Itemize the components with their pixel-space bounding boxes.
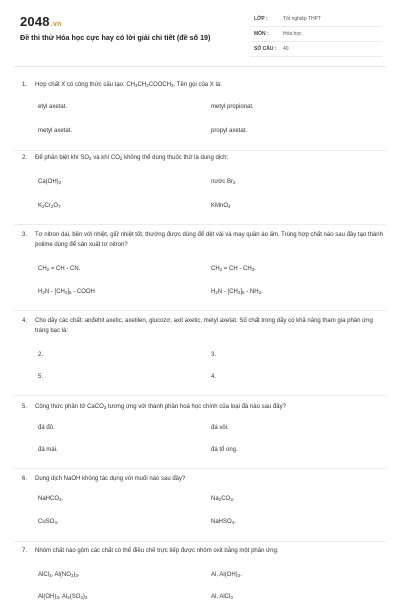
question-number: 1. [22, 82, 28, 88]
question-divider [14, 541, 386, 542]
question-divider [14, 224, 386, 225]
option-c[interactable]: $H_2N - [CH_2]_5$ - COOH [38, 289, 95, 295]
question-number: 3. [22, 232, 28, 238]
question-6 [14, 474, 386, 546]
site-logo[interactable] [20, 14, 61, 29]
question-2 [14, 153, 386, 225]
meta-value: 40 [283, 46, 289, 52]
meta-row-subject [250, 27, 382, 42]
option-a[interactable]: etyl axetat. [38, 104, 68, 110]
option-d[interactable]: 4. [211, 374, 217, 380]
option-b[interactable]: $CH_2$ = CH - $CH_3$. [211, 266, 256, 272]
exam-meta-table [250, 12, 382, 57]
question-number: 5. [22, 404, 28, 410]
option-d[interactable]: KMnO$_4$ [211, 203, 231, 209]
meta-key: MÔN : [254, 31, 269, 37]
question-3 [14, 230, 386, 314]
exam-title: Đề thi thử Hóa học cực hay có lời giải chi tiết (đề số 19) [20, 33, 211, 42]
option-d[interactable]: Al, AlCl$_3$ [211, 594, 233, 600]
question-number: 6. [22, 476, 28, 482]
question-number: 4. [22, 318, 28, 324]
meta-key: LỚP : [254, 16, 268, 22]
option-a[interactable]: $CH_2$ = CH - CN. [38, 266, 81, 272]
meta-row-class [250, 12, 382, 27]
option-b[interactable]: nước $Br_2$ [211, 179, 236, 185]
option-b[interactable]: $Na_2CO_3$. [211, 496, 235, 502]
question-number: 2. [22, 155, 28, 161]
meta-row-count [250, 42, 382, 57]
meta-value: Hóa học [283, 31, 302, 37]
question-7 [14, 546, 386, 600]
meta-value: Tốt nghiệp THPT [283, 16, 321, 22]
option-a[interactable]: NaHCO$_3$. [38, 496, 64, 502]
option-a[interactable]: AlCl$_3$, $Al(NO_3)_3$. [38, 572, 80, 578]
page-header [0, 0, 400, 66]
question-body: Tơ nitron dai, bền với nhiệt, giữ nhiệt tốt, thường được dùng để dệt vải và may quần áo ấm. Trùng hợp chất nào sau đây tạo thành polime dùng để sản xuất tơ nitron? [35, 232, 383, 248]
option-d[interactable]: $H_2N - [CH_2]_6 - NH_2$. [211, 289, 263, 295]
question-divider [14, 310, 386, 311]
option-c[interactable]: $K_2Cr_2O_7$ [38, 203, 61, 209]
question-body: Công thức phân tử CaCO$_3$ tương ứng với thành phần hoá học chính của loại đá nào sau đây? [35, 404, 286, 410]
header-divider [14, 66, 386, 67]
option-b[interactable]: Al, $Al(OH)_3$. [211, 572, 242, 578]
question-body: Cho dãy các chất: anđehit axetic, axetilen, glucozơ, axit axetic, metyl axetat. Số chất trong dãy có khả năng tham gia phản ứng tráng bạc là: [35, 318, 373, 334]
option-d[interactable]: đá tổ ong. [211, 447, 238, 453]
option-b[interactable]: 3. [211, 352, 217, 358]
option-c[interactable]: metyl axetat. [38, 128, 73, 134]
option-c[interactable]: CuSO$_4$. [38, 519, 59, 525]
question-1 [14, 80, 386, 152]
question-body: Dung dịch NaOH không tác dụng với muối nào sau đây? [35, 476, 186, 482]
question-body: Nhóm chất nào gồm các chất có thể điều chế trực tiếp được nhôm oxit bằng một phản ứng: [35, 548, 279, 554]
option-d[interactable]: propyl axetat. [211, 128, 248, 134]
question-body: Hợp chất X có công thức cấu tạo: $CH_3CH_2COOCH_3$. Tên gọi của X là: [35, 82, 222, 88]
option-a[interactable]: 2. [38, 352, 44, 358]
option-c[interactable]: $Al(OH)_3$, $Al_2(SO_4)_3$ [38, 594, 88, 600]
question-divider [14, 468, 386, 469]
question-body: Để phân biệt khí $SO_2$ và khí $CO_2$ không thể dùng thuốc thử là dung dịch: [35, 155, 229, 161]
question-divider [14, 395, 386, 396]
option-a[interactable]: $Ca(OH)_2$ [38, 179, 62, 185]
option-d[interactable]: NaHSO$_4$. [211, 519, 236, 525]
logo-text: 2048 [20, 14, 50, 29]
question-divider [14, 150, 386, 151]
option-c[interactable]: đá mài. [38, 447, 58, 453]
meta-key: SỐ CÂU : [254, 46, 277, 52]
option-a[interactable]: đá đỏ. [38, 425, 55, 431]
question-5 [14, 402, 386, 474]
question-4 [14, 316, 386, 400]
option-b[interactable]: đá vôi. [211, 425, 229, 431]
option-c[interactable]: 5. [38, 374, 44, 380]
option-b[interactable]: metyl propionat. [211, 104, 254, 110]
question-number: 7. [22, 548, 28, 554]
logo-suffix: .vn [50, 21, 62, 28]
